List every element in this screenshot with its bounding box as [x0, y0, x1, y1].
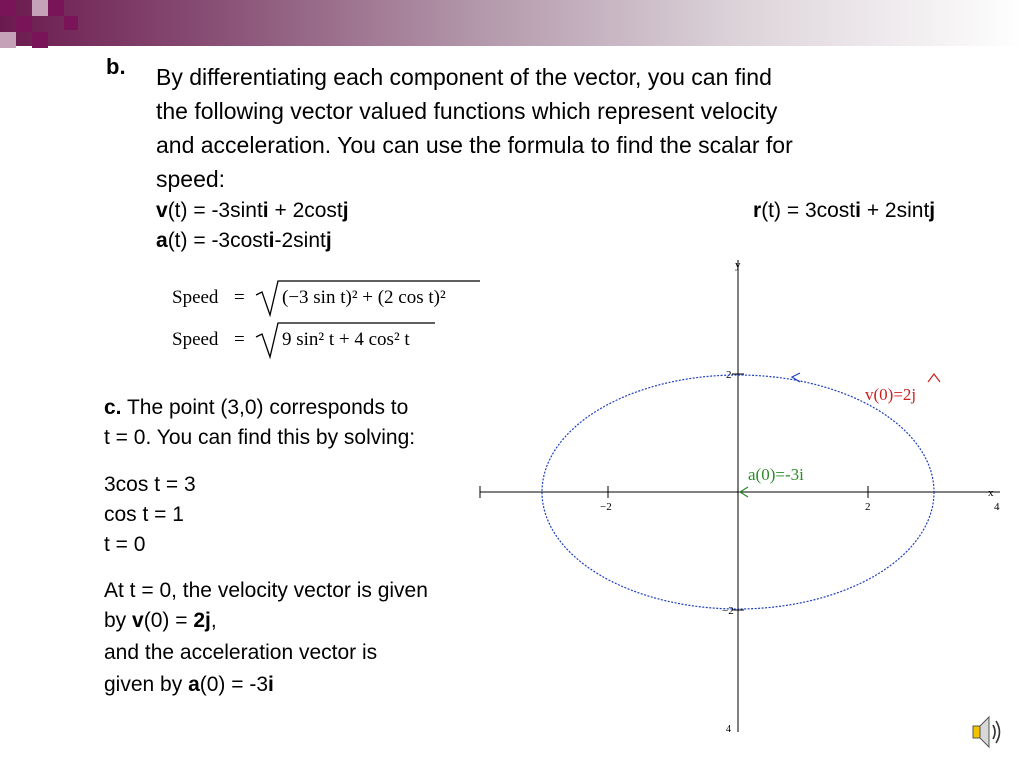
header-square — [0, 32, 16, 48]
x-tick-label: 2 — [865, 501, 871, 513]
acceleration-annotation: a(0)=-3i — [748, 465, 804, 484]
conclusion-line1: At t = 0, the velocity vector is given — [104, 579, 428, 602]
velocity-direction-arrow — [792, 373, 800, 382]
conc4-a: given by — [104, 673, 189, 696]
conc4-b: (0) = -3 — [199, 673, 269, 696]
x-tick-label: 4 — [994, 501, 1000, 513]
acceleration-part2: -2sint — [274, 229, 326, 252]
conc4-i: i — [268, 673, 274, 696]
acceleration-i: i — [268, 229, 275, 252]
conc4-sym: a — [188, 673, 200, 696]
velocity-symbol: v — [156, 199, 168, 222]
velocity-equation — [156, 196, 349, 226]
conc2-val: 2j — [193, 609, 211, 632]
conc2-v: v — [132, 609, 144, 632]
conclusion-line2 — [104, 604, 217, 637]
y-axis-label: y — [735, 259, 741, 271]
velocity-annotation: v(0)=2j — [865, 385, 917, 404]
conc2-b: (0) = — [143, 609, 194, 632]
speed-label-1: Speed — [172, 287, 219, 308]
velocity-caret — [928, 374, 940, 382]
equals-sign-2: = — [234, 329, 245, 350]
solve-step-3: t = 0 — [104, 533, 146, 556]
header-square — [16, 16, 32, 32]
position-part1: (t) = 3cost — [761, 199, 856, 222]
y-tick-label: 2 — [726, 369, 732, 381]
equals-sign-1: = — [234, 287, 245, 308]
speed-radicand-2: 9 sin² t + 4 cos² t — [282, 329, 410, 350]
y-tick-label: 4 — [726, 724, 731, 735]
acceleration-symbol: a — [156, 229, 168, 252]
velocity-part1: (t) = -3sint — [167, 199, 263, 222]
speaker-icon-graphic — [970, 712, 1004, 752]
position-i: i — [855, 199, 861, 222]
header-square — [32, 0, 48, 16]
header-square — [64, 16, 78, 30]
solve-step-1: 3cos t = 3 — [104, 473, 196, 496]
speed-formulas — [170, 275, 490, 370]
solve-step-2: cos t = 1 — [104, 503, 184, 526]
position-equation — [753, 196, 935, 226]
velocity-part2: + 2cost — [268, 199, 343, 222]
intro-paragraph: By differentiating each component of the vector, you can find the following vector valued functions which represent velocity and acceleration. You can use the formula to find the scalar for speed: — [156, 64, 793, 192]
position-part2: + 2sint — [860, 199, 930, 222]
conc2-c: , — [210, 609, 217, 632]
acceleration-j: j — [325, 229, 332, 252]
header-gradient-band — [0, 0, 1024, 46]
conclusion-line3: and the acceleration vector is — [104, 641, 378, 664]
speed-label-2: Speed — [172, 329, 219, 350]
velocity-i: i — [262, 199, 269, 222]
part-c-intro-line2: t = 0. You can find this by solving: — [104, 426, 416, 449]
acceleration-part1: (t) = -3cost — [167, 229, 269, 252]
position-j: j — [929, 199, 936, 222]
acceleration-equation — [156, 226, 332, 256]
velocity-j: j — [342, 199, 349, 222]
x-axis-label: x — [988, 487, 994, 499]
part-b-label: b. — [106, 54, 126, 79]
conclusion-line4 — [104, 668, 274, 701]
header-square — [0, 0, 16, 16]
part-c-label: c. — [104, 396, 122, 419]
header-square — [32, 32, 48, 48]
part-c-intro-line1 — [104, 391, 408, 424]
x-tick-label: −2 — [600, 501, 612, 513]
speed-formula-graphic — [170, 275, 490, 365]
position-symbol: r — [753, 199, 762, 222]
header-square — [48, 0, 64, 16]
graph-svg — [470, 252, 1010, 737]
part-c-line1-text: The point (3,0) corresponds to — [121, 396, 409, 419]
y-tick-label: −2 — [722, 605, 734, 617]
speed-radicand-1: (−3 sin t)² + (2 cos t)² — [282, 287, 446, 308]
ellipse-graph — [470, 252, 1010, 742]
speaker-icon[interactable] — [970, 712, 1004, 757]
conc2-a: by — [104, 609, 133, 632]
